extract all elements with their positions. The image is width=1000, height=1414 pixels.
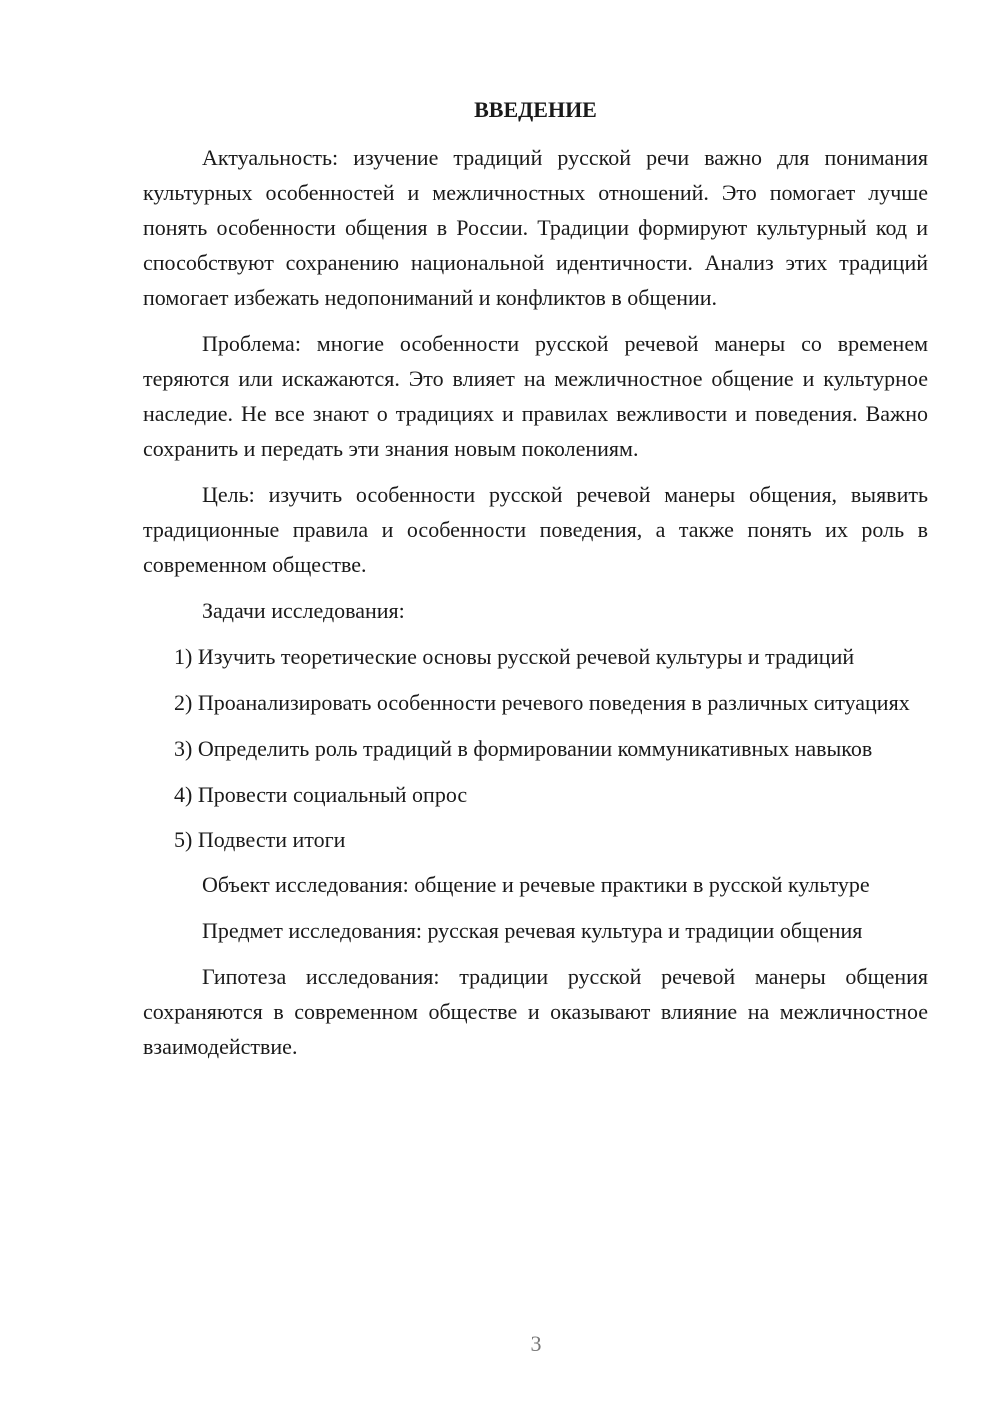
relevance-paragraph: Актуальность: изучение традиций русской речи важно для понимания культурных особенностей и межличностных отношений. Это помогает лучше понять особенности общения в России. Традиции формируют культурный код и способствуют сохранению национальной идентичности. Анализ этих традиций помогает избежать недопониманий и конфликтов в общении. [143,145,928,310]
tasks-heading: Задачи исследования: [202,598,405,623]
subject-paragraph: Предмет исследования: русская речевая культура и традиции общения [202,918,863,943]
object-paragraph: Объект исследования: общение и речевые практики в русской культуре [202,872,870,897]
hypothesis-paragraph: Гипотеза исследования: традиции русской речевой манеры общения сохраняются в современном обществе и оказывают влияние на межличностное взаимодействие. [143,964,928,1059]
task-item-1: 1) Изучить теоретические основы русской речевой культуры и традиций [174,644,855,669]
document-page [143,95,928,1075]
task-item-5: 5) Подвести итоги [174,827,346,852]
task-item-3: 3) Определить роль традиций в формировании коммуникативных навыков [174,736,873,761]
problem-paragraph: Проблема: многие особенности русской речевой манеры со временем теряются или искажаются. Это влияет на межличностное общение и культурное наследие. Не все знают о традициях и правилах вежливости и поведения. Важно сохранить и передать эти знания новым поколениям. [143,331,928,461]
page-number: 3 [530,1331,542,1356]
goal-paragraph: Цель: изучить особенности русской речевой манеры общения, выявить традиционные правила и особенности поведения, а также понять их роль в современном обществе. [143,482,928,577]
task-item-2: 2) Проанализировать особенности речевого поведения в различных ситуациях [174,690,910,715]
task-item-4: 4) Провести социальный опрос [174,782,468,807]
section-title: ВВЕДЕНИЕ [474,97,597,122]
